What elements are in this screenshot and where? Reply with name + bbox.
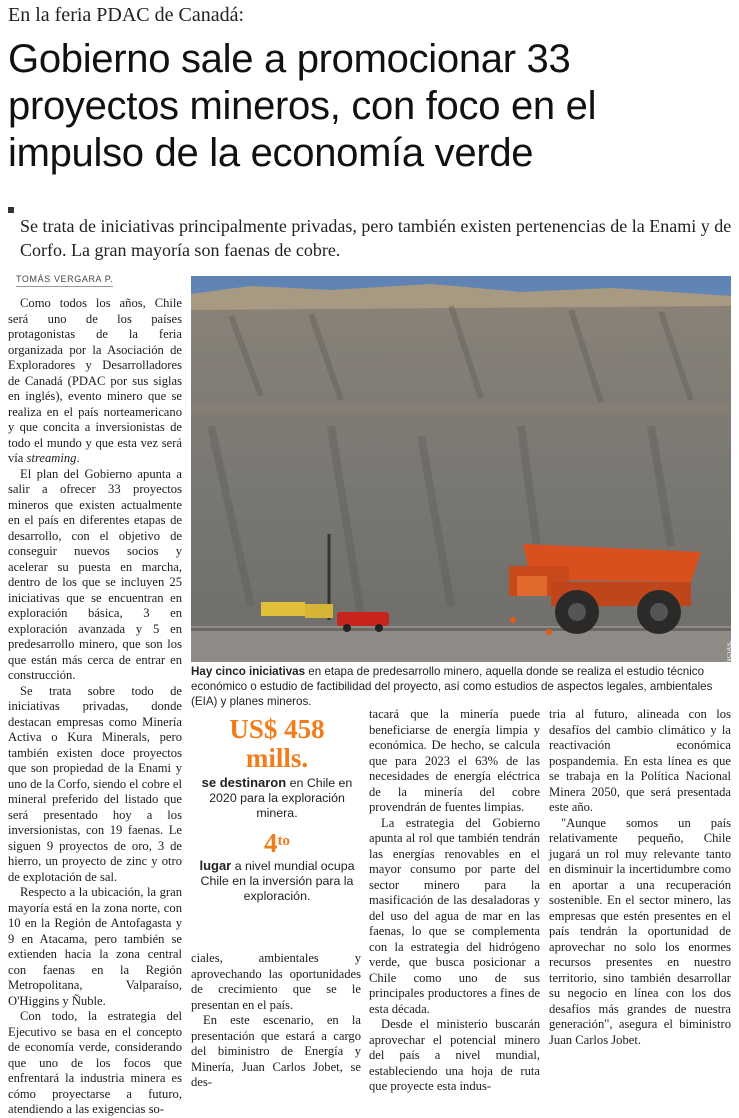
figure-amount-bold: se destinaron [201,775,287,790]
figure-amount-text [195,775,359,821]
body-column-1 [8,296,182,1118]
byline: TOMÁS VERGARA P. [16,274,113,287]
figure-rank [195,829,359,858]
paragraph: Se trata sobre todo de iniciativas privadas, donde destacan empresas como Minería Activa o Kura Minerals, pero también existen doce proyectos que son propiedad de la Enami y uno de la Corfo, siendo el cobre el mineral preferido del listado que será presentado hoy a los inversionistas, con 19 faenas. Le siguen 9 proyectos de oro, 3 de hierro, un proyecto de zinc y otro de explotación de sal. [8,683,182,884]
text: . [76,451,80,465]
body-column-4 [549,707,731,1048]
figure-amount: US$ 458 mills. [229,714,325,773]
paragraph: tacará que la minería puede beneficiarse de energía limpia y económica. De hecho, se calcula que para 2023 el 63% de las necesidades de energía eléctrica de la minería del cobre provendrán de fuentes limpias. [369,707,540,814]
deck-bullet [8,207,14,213]
paragraph [8,296,182,467]
rank-suffix: to [277,833,290,849]
kicker: En la feria PDAC de Canadá: [8,4,245,26]
paragraph: En este escenario, en la presentación que estará a cargo del biministro de Energía y Minería, Juan Carlos Jobet, se des- [191,1013,361,1089]
caption-lead: Hay cinco iniciativas [191,665,306,678]
factbox [195,707,359,904]
paragraph: "Aunque somos un país relativamente pequeño, Chile jugará un rol muy relevante tanto en disminuir la incertidumbre como en aportar a una recuperación sostenible. En el sector minero, las empresas que estén presentes en el país tendrán la oportunidad de aprovechar no solo los enormes recursos presentes en nuestro territorio, sino también desarrollar su negocio en línea con los dos desafíos más grandes de nuestra generación", asegura el biministro Juan Carlos Jobet. [549,815,731,1047]
emphasis: streaming [26,451,77,465]
rank-number: 4 [264,828,278,858]
paragraph: El plan del Gobierno apunta a salir a ofrecer 33 proyectos mineros que existen actualmente en el país en diferentes etapas de desarrollo, con el objetivo de conseguir nuevos socios y acelerar su puesta en marcha, dentro de los que se incluyen 25 iniciativas que se encuentran en exploración básica, 3 en exploración avanzada y 5 en predesarrollo minero, que son los que están más cerca de entrar en construcción. [8,466,182,682]
photo-caption [191,664,733,709]
headline: Gobierno sale a promocionar 33 proyectos mineros, con foco en el impulso de la economía verde [8,37,597,175]
figure-rank-text [195,858,359,904]
photo-credit: AGENCIAS. [727,640,733,678]
paragraph: Respecto a la ubicación, la gran mayoría está en la zona norte, con 10 en la Región de Antofagasta y 9 en Atacama, pero también se extienden hacia la zona central con faenas en la Región Metropolitana, Valparaíso, O'Higgins y Ñuble. [8,885,182,1008]
paragraph: Desde el ministerio buscarán aprovechar el potencial minero del país a nivel mundial, estableciendo una hoja de ruta que proyecte esta indus- [369,1017,540,1093]
body-column-2 [191,951,361,1091]
caption-text: en etapa de predesarrollo minero, aquella donde se realiza el estudio técnico económico o estudio de factibilidad del proyecto, así como estudios de aspectos legales, ambientales (EIA) y planes mineros. [191,665,713,708]
deck: Se trata de iniciativas principalmente privadas, pero también existen pertenencias de la Enami y de Corfo. La gran mayoría son faenas de cobre. [20,216,732,260]
paragraph: La estrategia del Gobierno apunta al rol que también tendrán las energías renovables en el mayor consumo por parte del sector minero para la masificación de las desaladoras y del uso del agua de mar en las faenas, lo que se complementa con la estrategia del hidrógeno verde, que busca posicionar a Chile como uno de sus principales productores a fines de esta década. [369,815,540,1016]
body-column-3 [369,707,540,1095]
paragraph: Con todo, la estrategia del Ejecutivo se basa en el concepto de economía verde, considerando que uno de los focos que enfrentará la industria minera es cómo proyectarse a futuro, atendiendo a las exigencias so- [8,1009,182,1116]
paragraph: tria al futuro, alineada con los desafíos del cambio climático y la reactivación económica pospandemia. En esta línea es que se trabaja en la Política Nacional Minera 2050, que será presentada este año. [549,707,731,814]
mine-photo [191,276,731,662]
text: en Chile en 2020 para la exploración minera. [209,776,353,820]
figure-rank-bold: lugar [199,858,232,873]
text: a nivel mundial ocupa Chile en la inversión para la exploración. [200,859,355,903]
paragraph: ciales, ambientales y aprovechando las oportunidades de crecimiento que se le presentan en el país. [191,951,361,1012]
text: Como todos los años, Chile será uno de los países protagonistas de la feria organizada por la Asociación de Exploradores y Desarrolladores de Canadá (PDAC por sus siglas en inglés), evento minero que se realiza en el país norteamericano y que concita a inversionistas de todo el mundo y que esta vez será vía [8,296,182,465]
mine-photo-illustration [191,276,731,662]
